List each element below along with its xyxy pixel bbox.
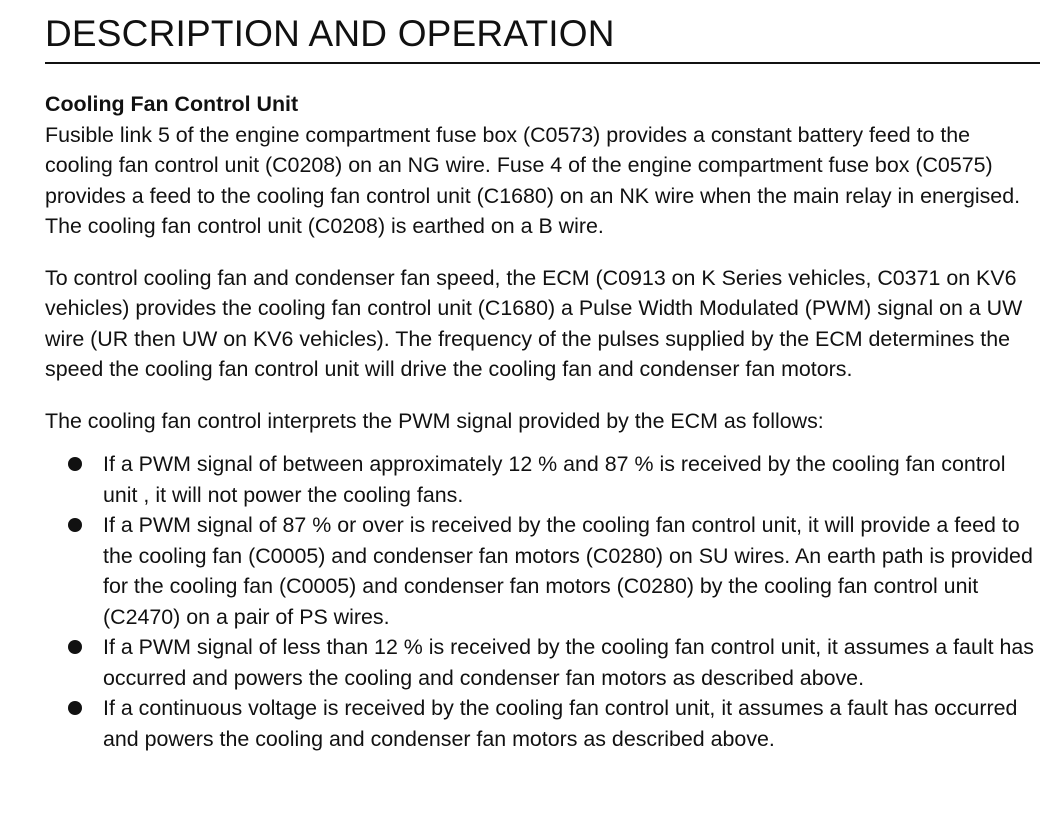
title-divider <box>45 62 1040 64</box>
section-heading: Cooling Fan Control Unit <box>45 92 299 116</box>
bullet-dot-icon <box>68 518 82 532</box>
section-cooling-fan-control-unit <box>45 89 1040 754</box>
list-item <box>45 693 1040 754</box>
list-item-text: If a continuous voltage is received by the cooling fan control unit, it assumes a fault has occurred and powers the cooling and condenser fan motors as described above. <box>103 696 1018 751</box>
paragraph-pwm-interpretation: The cooling fan control interprets the PWM signal provided by the ECM as follows: <box>45 408 824 433</box>
list-item-text: If a PWM signal of 87 % or over is received by the cooling fan control unit, it will provide a feed to the cooling fan (C0005) and condenser fan motors (C0280) on SU wires. An earth path is provided for the cooling fan (C0005) and condenser fan motors (C0280) by the cooling fan control unit (C2470) on a pair of PS wires. <box>103 513 1033 629</box>
bullet-dot-icon <box>68 457 82 471</box>
document-page <box>45 0 1040 754</box>
bullet-dot-icon <box>68 701 82 715</box>
bullet-dot-icon <box>68 640 82 654</box>
list-item-text: If a PWM signal of between approximately 12 % and 87 % is received by the cooling fan control unit , it will not power the cooling fans. <box>103 452 1006 507</box>
pwm-condition-list <box>45 449 1040 754</box>
list-item <box>45 510 1040 632</box>
paragraph-power-feed: Fusible link 5 of the engine compartment fuse box (C0573) provides a constant battery feed to the cooling fan control unit (C0208) on an NG wire. Fuse 4 of the engine compartment fuse box (C0575) provides a feed to the cooling fan control unit (C1680) on an NK wire when the main relay in energised. The cooling fan control unit (C0208) is earthed on a B wire. <box>45 122 1021 238</box>
list-item <box>45 632 1040 693</box>
list-item <box>45 449 1040 510</box>
page-title: DESCRIPTION AND OPERATION <box>45 13 615 54</box>
paragraph-pwm-control: To control cooling fan and condenser fan speed, the ECM (C0913 on K Series vehicles, C0371 on KV6 vehicles) provides the cooling fan control unit (C1680) a Pulse Width Modulated (PWM) signal on a UW wire (UR then UW on KV6 vehicles). The frequency of the pulses supplied by the ECM determines the speed the cooling fan control unit will drive the cooling fan and condenser fan motors. <box>45 265 1023 381</box>
list-item-text: If a PWM signal of less than 12 % is received by the cooling fan control unit, it assumes a fault has occurred and powers the cooling and condenser fan motors as described above. <box>103 635 1034 690</box>
